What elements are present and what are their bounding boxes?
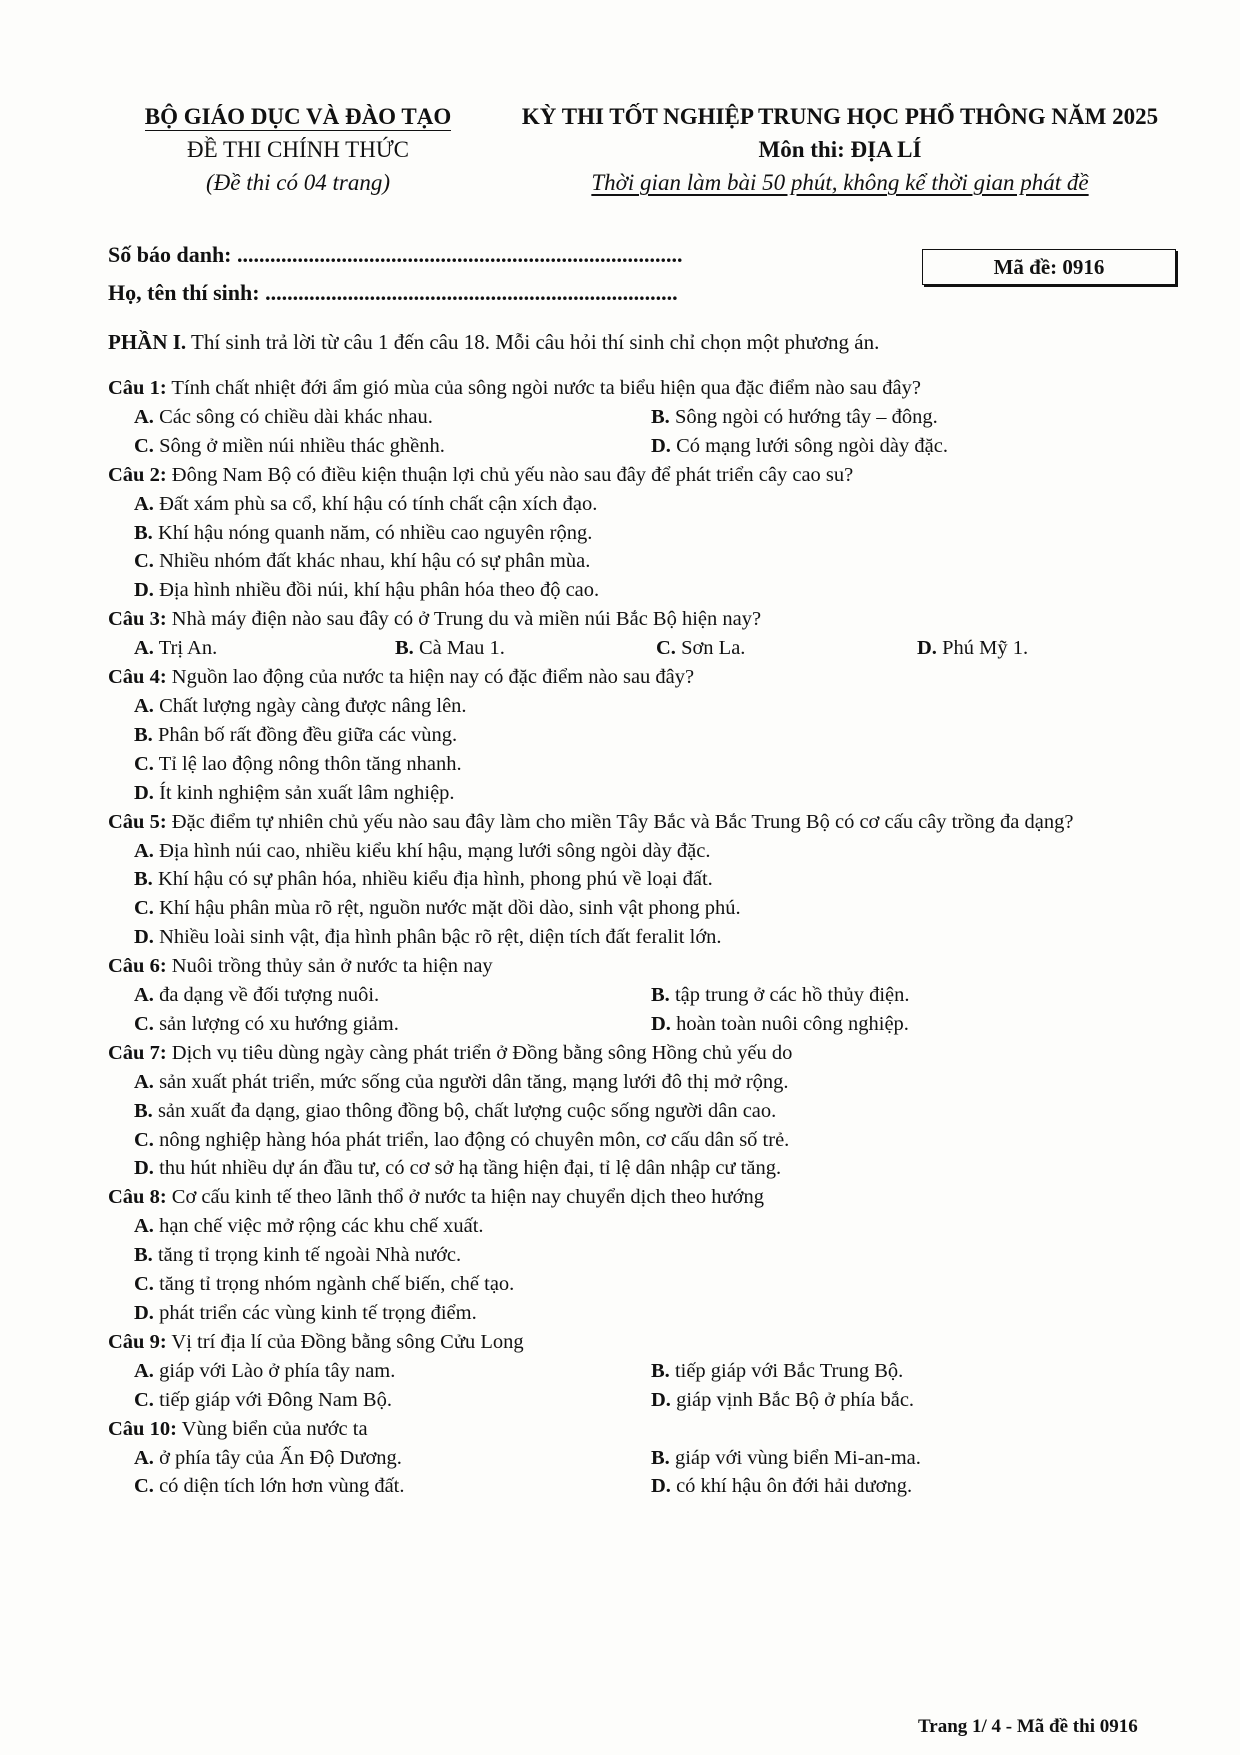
question-text: Đặc điểm tự nhiên chủ yếu nào sau đây làm cho miền Tây Bắc và Bắc Trung Bộ có cơ cấu cây trồng đa dạng? bbox=[166, 810, 1074, 833]
option: D. Ít kinh nghiệm sản xuất lâm nghiệp. bbox=[134, 781, 455, 804]
option: A. đa dạng về đối tượng nuôi. bbox=[134, 984, 380, 1007]
option: D. Địa hình nhiều đồi núi, khí hậu phân hóa theo độ cao. bbox=[134, 579, 600, 602]
option: A. giáp với Lào ở phía tây nam. bbox=[134, 1359, 396, 1382]
header-right bbox=[484, 100, 1196, 199]
option: A. Các sông có chiều dài khác nhau. bbox=[134, 405, 433, 428]
option: A. Địa hình núi cao, nhiều kiểu khí hậu, mạng lưới sông ngòi dày đặc. bbox=[134, 839, 711, 862]
option: C. nông nghiệp hàng hóa phát triển, lao động có chuyên môn, cơ cấu dân số trẻ. bbox=[134, 1128, 790, 1151]
question-text: Tính chất nhiệt đới ẩm gió mùa của sông ngòi nước ta biểu hiện qua đặc điểm nào sau đây? bbox=[166, 377, 921, 399]
option: B. Phân bố rất đồng đều giữa các vùng. bbox=[134, 723, 458, 746]
ministry-name: BỘ GIÁO DỤC VÀ ĐÀO TẠO bbox=[144, 104, 452, 129]
question-stem bbox=[108, 1183, 1190, 1212]
part-label: PHẦN I. bbox=[108, 330, 187, 354]
option: D. giáp vịnh Bắc Bộ ở phía bắc. bbox=[651, 1388, 915, 1411]
question-text: Dịch vụ tiêu dùng ngày càng phát triển ở Đồng bằng sông Hồng chủ yếu do bbox=[166, 1041, 793, 1064]
option: C. Tỉ lệ lao động nông thôn tăng nhanh. bbox=[134, 752, 462, 775]
option: C. Sông ở miền núi nhiều thác ghềnh. bbox=[134, 434, 445, 457]
exam-name: KỲ THI TỐT NGHIỆP TRUNG HỌC PHỔ THÔNG NĂM 2025 bbox=[521, 104, 1159, 129]
question-number: Câu 8: bbox=[108, 1186, 167, 1209]
question-stem bbox=[108, 461, 1190, 490]
candidate-name-field: Họ, tên thí sinh: ........................................................................... bbox=[108, 280, 678, 305]
question-stem bbox=[108, 663, 1190, 692]
option: B. Khí hậu nóng quanh năm, có nhiều cao nguyên rộng. bbox=[134, 521, 593, 544]
question-number: Câu 10: bbox=[108, 1417, 177, 1440]
header-left bbox=[118, 100, 478, 199]
question-stem bbox=[108, 808, 1190, 837]
option: A. Đất xám phù sa cổ, khí hậu có tính chất cận xích đạo. bbox=[134, 492, 598, 515]
question-number: Câu 1: bbox=[108, 377, 167, 399]
exam-type: ĐỀ THI CHÍNH THỨC bbox=[186, 137, 410, 162]
question-stem bbox=[108, 1328, 1190, 1357]
page-footer: Trang 1/ 4 - Mã đề thi 0916 bbox=[918, 1716, 1138, 1737]
option: B. Cà Mau 1. bbox=[395, 637, 505, 660]
option: D. Nhiều loài sinh vật, địa hình phân bậc rõ rệt, diện tích đất feralit lớn. bbox=[134, 926, 722, 949]
option: B. sản xuất đa dạng, giao thông đồng bộ, chất lượng cuộc sống người dân cao. bbox=[134, 1099, 777, 1122]
option: D. thu hút nhiều dự án đầu tư, có cơ sở hạ tầng hiện đại, tỉ lệ dân nhập cư tăng. bbox=[134, 1157, 782, 1180]
option: C. có diện tích lớn hơn vùng đất. bbox=[134, 1475, 405, 1498]
question-number: Câu 4: bbox=[108, 666, 167, 689]
part-text: Thí sinh trả lời từ câu 1 đến câu 18. Mỗi câu hỏi thí sinh chỉ chọn một phương án. bbox=[186, 330, 880, 354]
option: B. Sông ngòi có hướng tây – đông. bbox=[651, 405, 938, 428]
option: B. giáp với vùng biển Mi-an-ma. bbox=[651, 1446, 921, 1469]
question-stem bbox=[108, 374, 1190, 403]
option: D. hoàn toàn nuôi công nghiệp. bbox=[651, 1012, 909, 1035]
question-text: Vị trí địa lí của Đồng bằng sông Cửu Long bbox=[166, 1330, 524, 1353]
option: C. Nhiều nhóm đất khác nhau, khí hậu có sự phân mùa. bbox=[134, 550, 591, 573]
question-number: Câu 9: bbox=[108, 1330, 167, 1353]
option: D. Có mạng lưới sông ngòi dày đặc. bbox=[651, 434, 948, 457]
option: B. Khí hậu có sự phân hóa, nhiều kiểu địa hình, phong phú về loại đất. bbox=[134, 868, 713, 891]
question-text: Đông Nam Bộ có điều kiện thuận lợi chủ yếu nào sau đây để phát triển cây cao su? bbox=[166, 463, 854, 486]
exam-code-box: Mã đề: 0916 bbox=[922, 249, 1176, 285]
option: B. tăng tỉ trọng kinh tế ngoài Nhà nước. bbox=[134, 1244, 462, 1267]
part-instruction bbox=[108, 330, 879, 355]
option: A. Chất lượng ngày càng được nâng lên. bbox=[134, 694, 467, 717]
question-number: Câu 3: bbox=[108, 608, 167, 631]
question-stem bbox=[108, 605, 1190, 634]
option: A. Trị An. bbox=[134, 637, 218, 660]
question-text: Nhà máy điện nào sau đây có ở Trung du và miền núi Bắc Bộ hiện nay? bbox=[166, 608, 762, 631]
option: C. tiếp giáp với Đông Nam Bộ. bbox=[134, 1388, 392, 1411]
question-text: Nguồn lao động của nước ta hiện nay có đặc điểm nào sau đây? bbox=[166, 666, 695, 689]
pages-note: (Đề thi có 04 trang) bbox=[206, 170, 390, 195]
option: A. sản xuất phát triển, mức sống của người dân tăng, mạng lưới đô thị mở rộng. bbox=[134, 1070, 789, 1093]
question-number: Câu 5: bbox=[108, 810, 167, 833]
option: A. ở phía tây của Ấn Độ Dương. bbox=[134, 1446, 402, 1469]
option: D. Phú Mỹ 1. bbox=[917, 637, 1029, 660]
time-note: Thời gian làm bài 50 phút, không kể thời gian phát đề bbox=[591, 170, 1089, 195]
question-stem bbox=[108, 1039, 1190, 1068]
option: C. Khí hậu phân mùa rõ rệt, nguồn nước mặt dồi dào, sinh vật phong phú. bbox=[134, 897, 741, 920]
option: C. tăng tỉ trọng nhóm ngành chế biến, chế tạo. bbox=[134, 1273, 515, 1296]
option: C. Sơn La. bbox=[656, 637, 746, 660]
question-number: Câu 6: bbox=[108, 955, 167, 978]
option: D. phát triển các vùng kinh tế trọng điểm. bbox=[134, 1302, 477, 1324]
question-number: Câu 2: bbox=[108, 463, 167, 486]
subject-label: Môn thi: ĐỊA LÍ bbox=[758, 137, 922, 162]
question-stem bbox=[108, 1415, 1190, 1444]
option: C. sản lượng có xu hướng giảm. bbox=[134, 1012, 399, 1035]
option: B. tập trung ở các hồ thủy điện. bbox=[651, 984, 910, 1007]
candidate-number-field: Số báo danh: ................................................................................. bbox=[108, 242, 683, 267]
question-text: Vùng biển của nước ta bbox=[176, 1417, 368, 1440]
question-stem bbox=[108, 952, 1190, 981]
option: D. có khí hậu ôn đới hải dương. bbox=[651, 1475, 913, 1498]
question-text: Cơ cấu kinh tế theo lãnh thổ ở nước ta hiện nay chuyển dịch theo hướng bbox=[166, 1186, 764, 1209]
question-text: Nuôi trồng thủy sản ở nước ta hiện nay bbox=[166, 955, 493, 978]
option: A. hạn chế việc mở rộng các khu chế xuất. bbox=[134, 1215, 484, 1238]
question-number: Câu 7: bbox=[108, 1041, 167, 1064]
question-list bbox=[108, 374, 1190, 1501]
option: B. tiếp giáp với Bắc Trung Bộ. bbox=[651, 1359, 904, 1382]
